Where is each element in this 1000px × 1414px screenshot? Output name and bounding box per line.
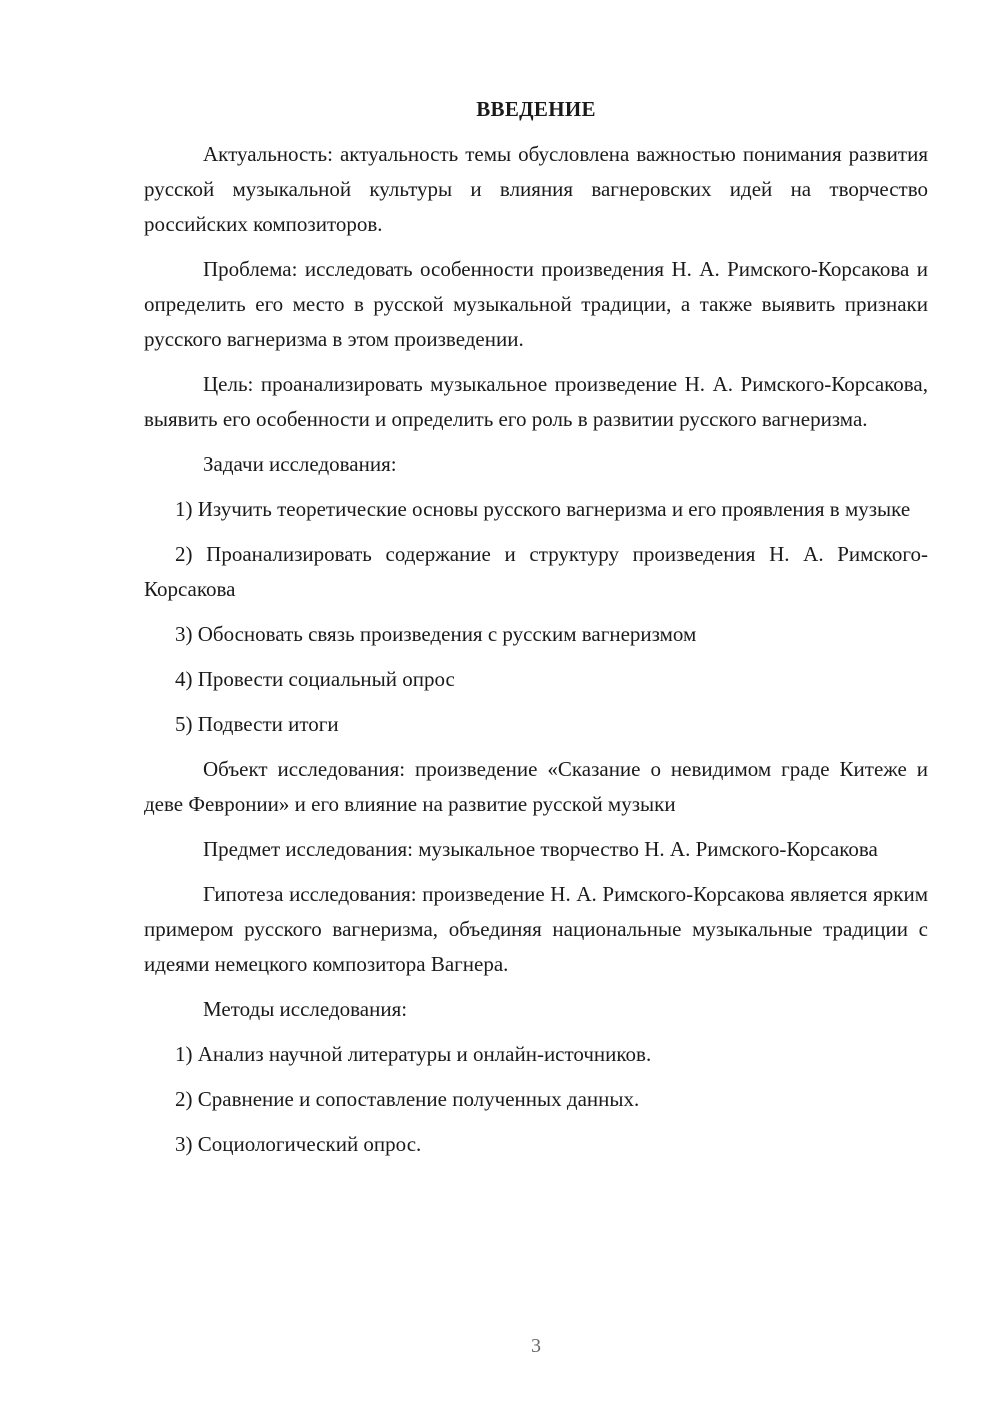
task-item-3: 3) Обосновать связь произведения с русским вагнеризмом <box>175 622 697 646</box>
object-paragraph: Объект исследования: произведение «Сказание о невидимом граде Китеже и деве Февронии» и его влияние на развитие русской музыки <box>144 757 928 816</box>
problem-paragraph: Проблема: исследовать особенности произведения Н. А. Римского-Корсакова и определить его место в русской музыкальной традиции, а также выявить признаки русского вагнеризма в этом произведении. <box>144 257 928 351</box>
page-content <box>144 92 928 1172</box>
goal-paragraph: Цель: проанализировать музыкальное произведение Н. А. Римского-Корсакова, выявить его особенности и определить его роль в развитии русского вагнеризма. <box>144 372 928 431</box>
hypothesis-paragraph: Гипотеза исследования: произведение Н. А. Римского-Корсакова является ярким примером русского вагнеризма, объединяя национальные музыкальные традиции с идеями немецкого композитора Вагнера. <box>144 882 928 976</box>
method-item-2: 2) Сравнение и сопоставление полученных данных. <box>175 1087 640 1111</box>
task-item-1: 1) Изучить теоретические основы русского вагнеризма и его проявления в музыке <box>175 497 911 521</box>
subject-paragraph: Предмет исследования: музыкальное творчество Н. А. Римского-Корсакова <box>203 837 878 861</box>
tasks-heading: Задачи исследования: <box>203 452 397 476</box>
task-item-4: 4) Провести социальный опрос <box>175 667 455 691</box>
page-number: 3 <box>531 1335 541 1357</box>
method-item-1: 1) Анализ научной литературы и онлайн-источников. <box>175 1042 652 1066</box>
task-item-5: 5) Подвести итоги <box>175 712 339 736</box>
page-title: ВВЕДЕНИЕ <box>476 97 596 121</box>
method-item-3: 3) Социологический опрос. <box>175 1132 422 1156</box>
relevance-paragraph: Актуальность: актуальность темы обусловлена важностью понимания развития русской музыкальной культуры и влияния вагнеровских идей на творчество российских композиторов. <box>144 142 928 236</box>
task-item-2: 2) Проанализировать содержание и структуру произведения Н. А. Римского-Корсакова <box>144 542 928 601</box>
methods-heading: Методы исследования: <box>203 997 408 1021</box>
